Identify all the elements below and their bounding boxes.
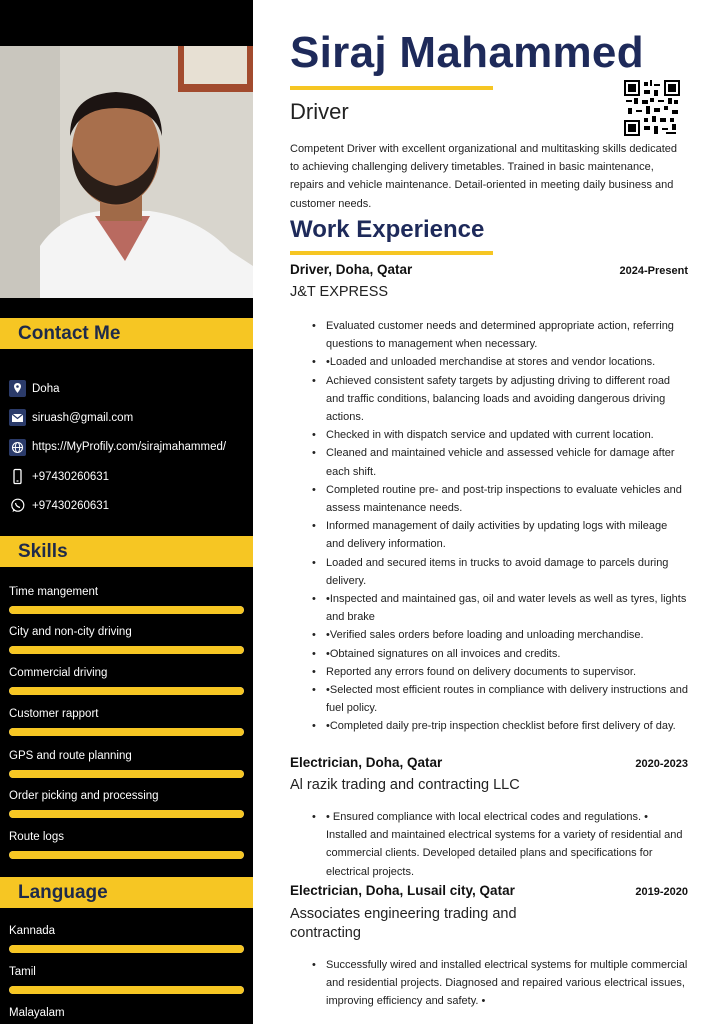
job-bullets [326, 808, 688, 881]
list-item: • Cleaned and maintained vehicle and assessed vehicle for damage after each shift. [326, 444, 688, 480]
skill-item [9, 624, 245, 654]
language-heading: Language [0, 877, 253, 908]
language-bar-fill [9, 945, 244, 953]
list-item: • • Ensured compliance with local electrical codes and regulations. • Installed and maintained electrical systems for a variety of residential and commercial clients. Developed detailed plans and specifications for electrical projects. [326, 808, 688, 881]
list-item: • Checked in with dispatch service and updated with current location. [326, 426, 688, 444]
envelope-icon [9, 409, 26, 426]
main-content [253, 0, 724, 1024]
contact-heading: Contact Me [0, 318, 253, 349]
skill-label: Order picking and processing [9, 790, 159, 802]
mobile-phone-icon [9, 468, 26, 485]
language-item [9, 964, 245, 994]
skill-label: Route logs [9, 831, 64, 843]
contact-whatsapp[interactable] [9, 491, 249, 520]
skill-bar-fill [9, 728, 244, 736]
job-date: 2019-2020 [635, 886, 688, 898]
skill-item [9, 748, 245, 778]
job-date: 2020-2023 [635, 758, 688, 770]
skill-bar [9, 728, 244, 736]
job-role: Electrician, Doha, Lusail city, Qatar [290, 883, 515, 898]
job-header [290, 262, 688, 277]
candidate-name: Siraj Mahammed [290, 28, 644, 77]
skill-label: Customer rapport [9, 708, 99, 720]
job-date: 2024-Present [619, 265, 688, 277]
job-header [290, 755, 688, 770]
skills-heading: Skills [0, 536, 253, 567]
contact-location [9, 374, 249, 403]
contact-website[interactable] [9, 433, 249, 462]
language-bar [9, 986, 244, 994]
skill-label: City and non-city driving [9, 626, 132, 638]
skill-item [9, 829, 245, 859]
skill-bar [9, 851, 244, 859]
skill-label: Time mangement [9, 586, 99, 598]
skill-bar [9, 810, 244, 818]
language-label: Malayalam [9, 1007, 65, 1019]
skill-label: GPS and route planning [9, 750, 132, 762]
contact-phone[interactable] [9, 462, 249, 491]
skill-bar [9, 646, 244, 654]
language-item [9, 923, 245, 953]
list-item: • •Verified sales orders before loading and unloading merchandise. [326, 626, 688, 644]
list-item: • Evaluated customer needs and determined appropriate action, referring questions to management when necessary. [326, 317, 688, 353]
work-experience-heading: Work Experience [290, 216, 485, 243]
contact-email[interactable] [9, 403, 249, 432]
list-item: • Reported any errors found on delivery documents to supervisor. [326, 663, 688, 681]
skill-bar-fill [9, 770, 244, 778]
language-label: Tamil [9, 966, 36, 978]
skill-item [9, 706, 245, 736]
list-item: • •Inspected and maintained gas, oil and water levels as well as tyres, lights and brake [326, 590, 688, 626]
job-title: Driver [290, 99, 349, 124]
whatsapp-icon [9, 497, 26, 514]
job-company: Associates engineering trading and contracting [290, 906, 517, 941]
job-header [290, 883, 688, 898]
contact-website-text[interactable]: https://MyProfily.com/sirajmahammed/ [32, 441, 227, 454]
job-bullets [326, 317, 688, 736]
language-label: Kannada [9, 925, 56, 937]
list-item: • Achieved consistent safety targets by adjusting driving to different road and traffic conditions, balancing loads and avoiding dangerous driving actions. [326, 372, 688, 427]
list-item: • •Obtained signatures on all invoices and credits. [326, 645, 688, 663]
job-company: J&T EXPRESS [290, 284, 389, 300]
list-item: • Informed management of daily activities by updating logs with mileage and delivery information. [326, 517, 688, 553]
list-item: • •Completed daily pre-trip inspection checklist before first delivery of day. [326, 717, 688, 735]
qr-code-icon[interactable] [624, 80, 680, 136]
skill-bar-fill [9, 606, 244, 614]
globe-icon [9, 439, 26, 456]
skill-label: Commercial driving [9, 667, 108, 679]
skill-bar-fill [9, 851, 244, 859]
contact-email-text[interactable]: siruash@gmail.com [32, 411, 134, 424]
job-role: Electrician, Doha, Qatar [290, 755, 443, 770]
location-pin-icon [9, 380, 26, 397]
skill-bar [9, 606, 244, 614]
language-bar [9, 945, 244, 953]
job-bullets [326, 956, 688, 1011]
profile-summary: Competent Driver with excellent organizational and multitasking skills dedicated to achieving challenging delivery timetables. Trained in basic maintenance, repairs and vehicle maintenance. Detail-oriented in meeting daily business and customer needs. [290, 143, 678, 210]
skill-item [9, 788, 245, 818]
skill-item [9, 584, 245, 614]
skill-bar-fill [9, 810, 244, 818]
list-item: • •Selected most efficient routes in compliance with delivery instructions and fuel policy. [326, 681, 688, 717]
name-underline [290, 86, 493, 90]
skill-bar [9, 687, 244, 695]
contact-phone-text[interactable]: +97430260631 [32, 470, 110, 483]
profile-photo [0, 46, 253, 298]
language-bar-fill [9, 986, 244, 994]
language-item [9, 1005, 245, 1022]
job-role: Driver, Doha, Qatar [290, 262, 413, 277]
list-item: • Completed routine pre- and post-trip inspections to evaluate vehicles and assess maintenance needs. [326, 481, 688, 517]
skill-bar-fill [9, 687, 244, 695]
list-item: • •Loaded and unloaded merchandise at stores and vendor locations. [326, 353, 688, 371]
skill-item [9, 665, 245, 695]
list-item: • Loaded and secured items in trucks to avoid damage to parcels during delivery. [326, 554, 688, 590]
skill-bar [9, 770, 244, 778]
contact-whatsapp-text[interactable]: +97430260631 [32, 499, 110, 512]
skill-bar-fill [9, 646, 244, 654]
contact-location-text: Doha [32, 382, 60, 395]
contact-list [9, 374, 249, 520]
work-experience-underline [290, 251, 493, 255]
list-item: • Successfully wired and installed electrical systems for multiple commercial and residential projects. Diagnosed and repaired various electrical issues, improving efficiency and safety. • [326, 956, 688, 1011]
sidebar [0, 0, 253, 1024]
job-company: Al razik trading and contracting LLC [290, 777, 520, 793]
